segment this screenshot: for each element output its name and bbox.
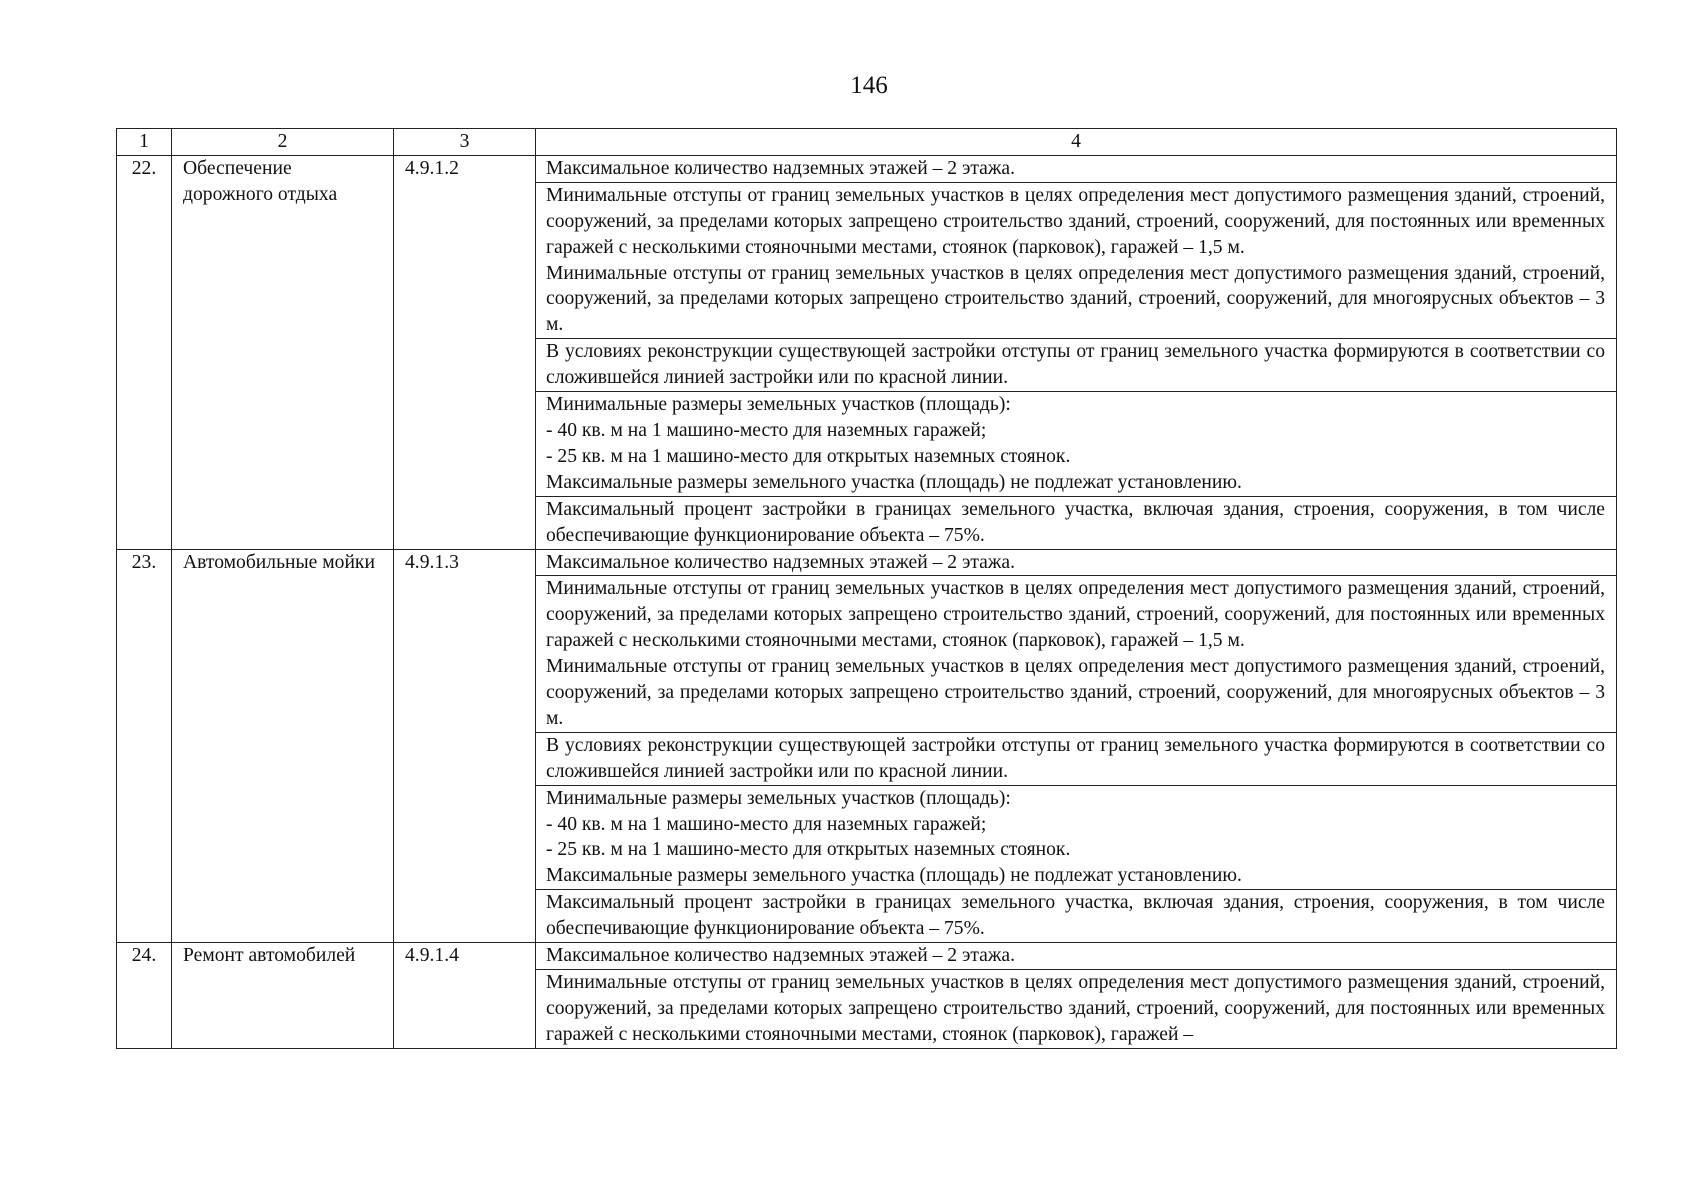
parameter-cell (536, 732, 1617, 785)
parameter-cell (536, 549, 1617, 576)
parameter-cell (536, 496, 1617, 549)
parameter-text: Минимальные отступы от границ земельных участков в целях определения мест допустимого размещения зданий, строений, сооружений, за пределами которых запрещено строительство зданий, строений, сооружений, для многоярусных объектов – 3 м. (546, 262, 1605, 336)
header-col-2: 2 (172, 129, 394, 156)
parameter-text: В условиях реконструкции существующей застройки отступы от границ земельного участка формируются в соответствии со сложившейся линией застройки или по красной линии. (546, 341, 1605, 389)
parameter-cell (536, 339, 1617, 392)
parameter-text: Максимальный процент застройки в границах земельного участка, включая здания, строения, сооружения, в том числе обеспечивающие функционирование объекта – 75%. (546, 498, 1605, 546)
table-header-row (117, 129, 1617, 156)
row-number: 22. (117, 155, 172, 549)
row-number: 23. (117, 549, 172, 943)
land-use-code: 4.9.1.2 (394, 155, 536, 549)
header-col-4: 4 (536, 129, 1617, 156)
land-use-code: 4.9.1.4 (394, 943, 536, 1049)
table-row (117, 155, 1617, 182)
parameter-text: Максимальный процент застройки в границах земельного участка, включая здания, строения, сооружения, в том числе обеспечивающие функционирование объекта – 75%. (546, 892, 1605, 940)
parameter-cell (536, 943, 1617, 970)
header-col-1: 1 (117, 129, 172, 156)
parameter-text: Максимальное количество надземных этажей – 2 этажа. (546, 551, 1016, 573)
parameter-text: Максимальное количество надземных этажей – 2 этажа. (546, 945, 1016, 967)
table-row (117, 943, 1617, 970)
parameter-cell (536, 970, 1617, 1049)
parameter-text: Минимальные размеры земельных участков (площадь): - 40 кв. м на 1 машино-место для наземных гаражей; - 25 кв. м на 1 машино-место для открытых наземных стоянок. Максимальные размеры земельного участка (площадь) не подлежат установлению. (546, 787, 1242, 887)
parameter-cell (536, 890, 1617, 943)
land-use-name: Обеспечение дорожного отдыха (172, 155, 394, 549)
regulations-table (116, 128, 1617, 1049)
land-use-name: Автомобильные мойки (172, 549, 394, 943)
parameter-cell (536, 392, 1617, 497)
parameter-text: Минимальные размеры земельных участков (площадь): - 40 кв. м на 1 машино-место для наземных гаражей; - 25 кв. м на 1 машино-место для открытых наземных стоянок. Максимальные размеры земельного участка (площадь) не подлежат установлению. (546, 394, 1242, 493)
parameter-cell (536, 155, 1617, 182)
table-row (117, 549, 1617, 576)
parameter-text: Минимальные отступы от границ земельных участков в целях определения мест допустимого размещения зданий, строений, сооружений, за пределами которых запрещено строительство зданий, строений, сооружений, для постоянных или временных гаражей с несколькими стояночными местами, стоянок (парковок), гаражей – (546, 972, 1605, 1045)
parameter-text: Максимальное количество надземных этажей – 2 этажа. (546, 157, 1016, 179)
land-use-name: Ремонт автомобилей (172, 943, 394, 1049)
parameter-text: Минимальные отступы от границ земельных участков в целях определения мест допустимого размещения зданий, строений, сооружений, за пределами которых запрещено строительство зданий, строений, сооружений, для постоянных или временных гаражей с несколькими стояночными местами, стоянок (парковок), гаражей – 1,5 м. (546, 184, 1605, 258)
parameter-text: Минимальные отступы от границ земельных участков в целях определения мест допустимого размещения зданий, строений, сооружений, за пределами которых запрещено строительство зданий, строений, сооружений, для многоярусных объектов – 3 м. (546, 656, 1605, 729)
parameter-cell (536, 182, 1617, 338)
header-col-3: 3 (394, 129, 536, 156)
parameter-text: Минимальные отступы от границ земельных участков в целях определения мест допустимого размещения зданий, строений, сооружений, за пределами которых запрещено строительство зданий, строений, сооружений, для постоянных или временных гаражей с несколькими стояночными местами, стоянок (парковок), гаражей – 1,5 м. (546, 578, 1605, 652)
land-use-code: 4.9.1.3 (394, 549, 536, 943)
row-number: 24. (117, 943, 172, 1049)
parameter-cell (536, 576, 1617, 732)
parameter-cell (536, 785, 1617, 890)
page-number: 146 (850, 72, 888, 99)
parameter-text: В условиях реконструкции существующей застройки отступы от границ земельного участка формируются в соответствии со сложившейся линией застройки или по красной линии. (546, 734, 1605, 782)
